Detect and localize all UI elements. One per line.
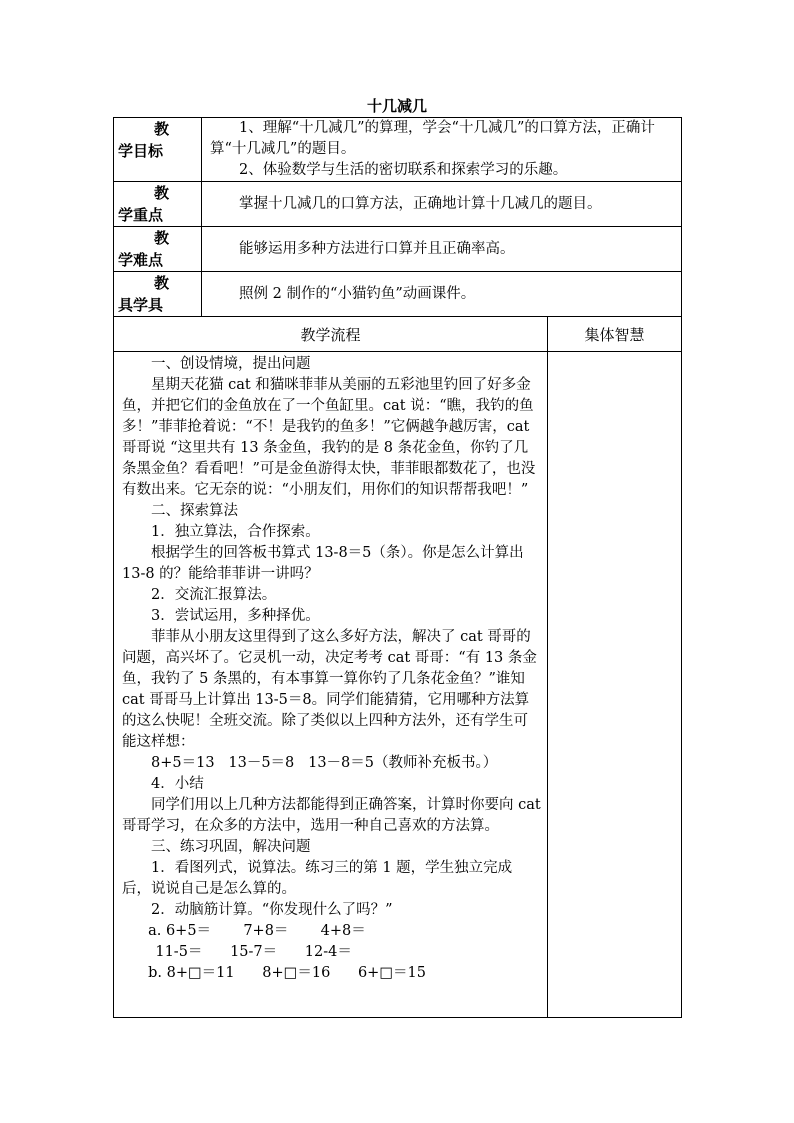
teaching-aids-content <box>202 272 682 317</box>
label-line1: 教 <box>153 184 169 202</box>
label-key-points <box>114 182 202 227</box>
objective-2: 2、体验数学与生活的密切联系和探索学习的乐趣。 <box>239 162 568 178</box>
section-2-step-1-text: 根据学生的回答板书算式 13-8＝5（条）。你是怎么计算出 13-8 的？能给菲菲讲一讲吗？ <box>122 545 524 582</box>
row-process <box>114 352 682 1018</box>
label-line1: 教 <box>153 229 169 247</box>
page-title: 十几减几 <box>366 97 427 115</box>
label-objectives <box>114 118 202 182</box>
process-content <box>114 352 548 1018</box>
lesson-plan-table <box>113 117 682 1018</box>
section-2-step-3: 3．尝试运用，多种择优。 <box>151 608 320 624</box>
label-teaching-aids <box>114 272 202 317</box>
row-objectives <box>114 118 682 182</box>
exercise-a-row-1: a. 6+5＝ 7+8＝ 4+8＝ <box>148 923 366 939</box>
section-2-step-4-text: 同学们用以上几种方法都能得到正确答案，计算时你要向 cat 哥哥学习，在众多的方法中，选用一种自己喜欢的方法算。 <box>122 797 541 834</box>
label-difficulties <box>114 227 202 272</box>
teaching-aids-text: 照例 2 制作的“小猫钓鱼”动画课件。 <box>239 285 476 302</box>
section-3-title: 三、练习巩固，解决问题 <box>151 839 311 855</box>
process-header: 教学流程 <box>114 317 548 352</box>
label-line2: 具学具 <box>118 296 164 314</box>
row-teaching-aids <box>114 272 682 317</box>
wisdom-content <box>548 352 682 1018</box>
key-points-content <box>202 182 682 227</box>
section-1-text: 星期天花猫 cat 和猫咪菲菲从美丽的五彩池里钓回了好多金鱼，并把它们的金鱼放在了一个鱼缸里。cat 说：“瞧，我钓的鱼多！”菲菲抢着说：“不！是我钓的鱼多！”它俩越争越厉害，cat 哥哥说 “这里共有 13 条金鱼，我钓的是 8 条花金鱼，你钓了几条黑金鱼？看看吧！”可是金鱼游得太快，菲菲眼都数花了，也没有数出来。它无奈的说：“小朋友们，用你们的知识帮帮我吧！” <box>122 377 536 498</box>
difficulties-content <box>202 227 682 272</box>
label-line2: 学重点 <box>118 206 164 224</box>
label-line2: 学目标 <box>118 142 164 160</box>
row-difficulties <box>114 227 682 272</box>
section-2-equations: 8+5＝13 13－5＝8 13－8＝5（教师补充板书。） <box>151 755 498 771</box>
exercise-b-row: b. 8+□＝11 8+□＝16 6+□＝15 <box>148 965 426 981</box>
section-2-step-1: 1．独立算法，合作探索。 <box>151 524 320 540</box>
label-line1: 教 <box>153 274 169 292</box>
objectives-content <box>202 118 682 182</box>
key-points-text: 掌握十几减几的口算方法，正确地计算十几减几的题目。 <box>239 195 602 212</box>
section-3-step-2: 2．动脑筋计算。“你发现什么了吗？” <box>151 902 393 918</box>
section-2-step-4: 4．小结 <box>151 776 204 792</box>
row-headers <box>114 317 682 352</box>
objective-1: 1、理解“十几减几”的算理，学会“十几减几”的口算方法，正确计算“十几减几”的题目。 <box>210 120 655 157</box>
section-2-title: 二、探索算法 <box>151 503 238 519</box>
row-key-points <box>114 182 682 227</box>
difficulties-text: 能够运用多种方法进行口算并且正确率高。 <box>239 240 515 257</box>
section-2-step-2: 2．交流汇报算法。 <box>151 587 277 603</box>
section-1-title: 一、创设情境，提出问题 <box>151 356 311 372</box>
wisdom-header: 集体智慧 <box>548 317 682 352</box>
exercise-a-row-2: 11-5＝ 15-7＝ 12-4＝ <box>155 944 352 960</box>
section-2-step-3-text: 菲菲从小朋友这里得到了这么多好方法，解决了 cat 哥哥的问题，高兴坏了。它灵机一动，决定考考 cat 哥哥：“有 13 条金鱼，我钓了 5 条黑的，有本事算一算你钓了几条花金鱼？”谁知 cat 哥哥马上计算出 13-5＝8。同学们能猜猜，它用哪种方法算的这么快呢！全班交流。除了类似以上四种方法外，还有学生可能这样想： <box>122 629 537 750</box>
label-line2: 学难点 <box>118 251 164 269</box>
label-line1: 教 <box>153 120 169 138</box>
section-3-step-1: 1．看图列式，说算法。练习三的第 1 题，学生独立完成后，说说自己是怎么算的。 <box>122 860 513 897</box>
